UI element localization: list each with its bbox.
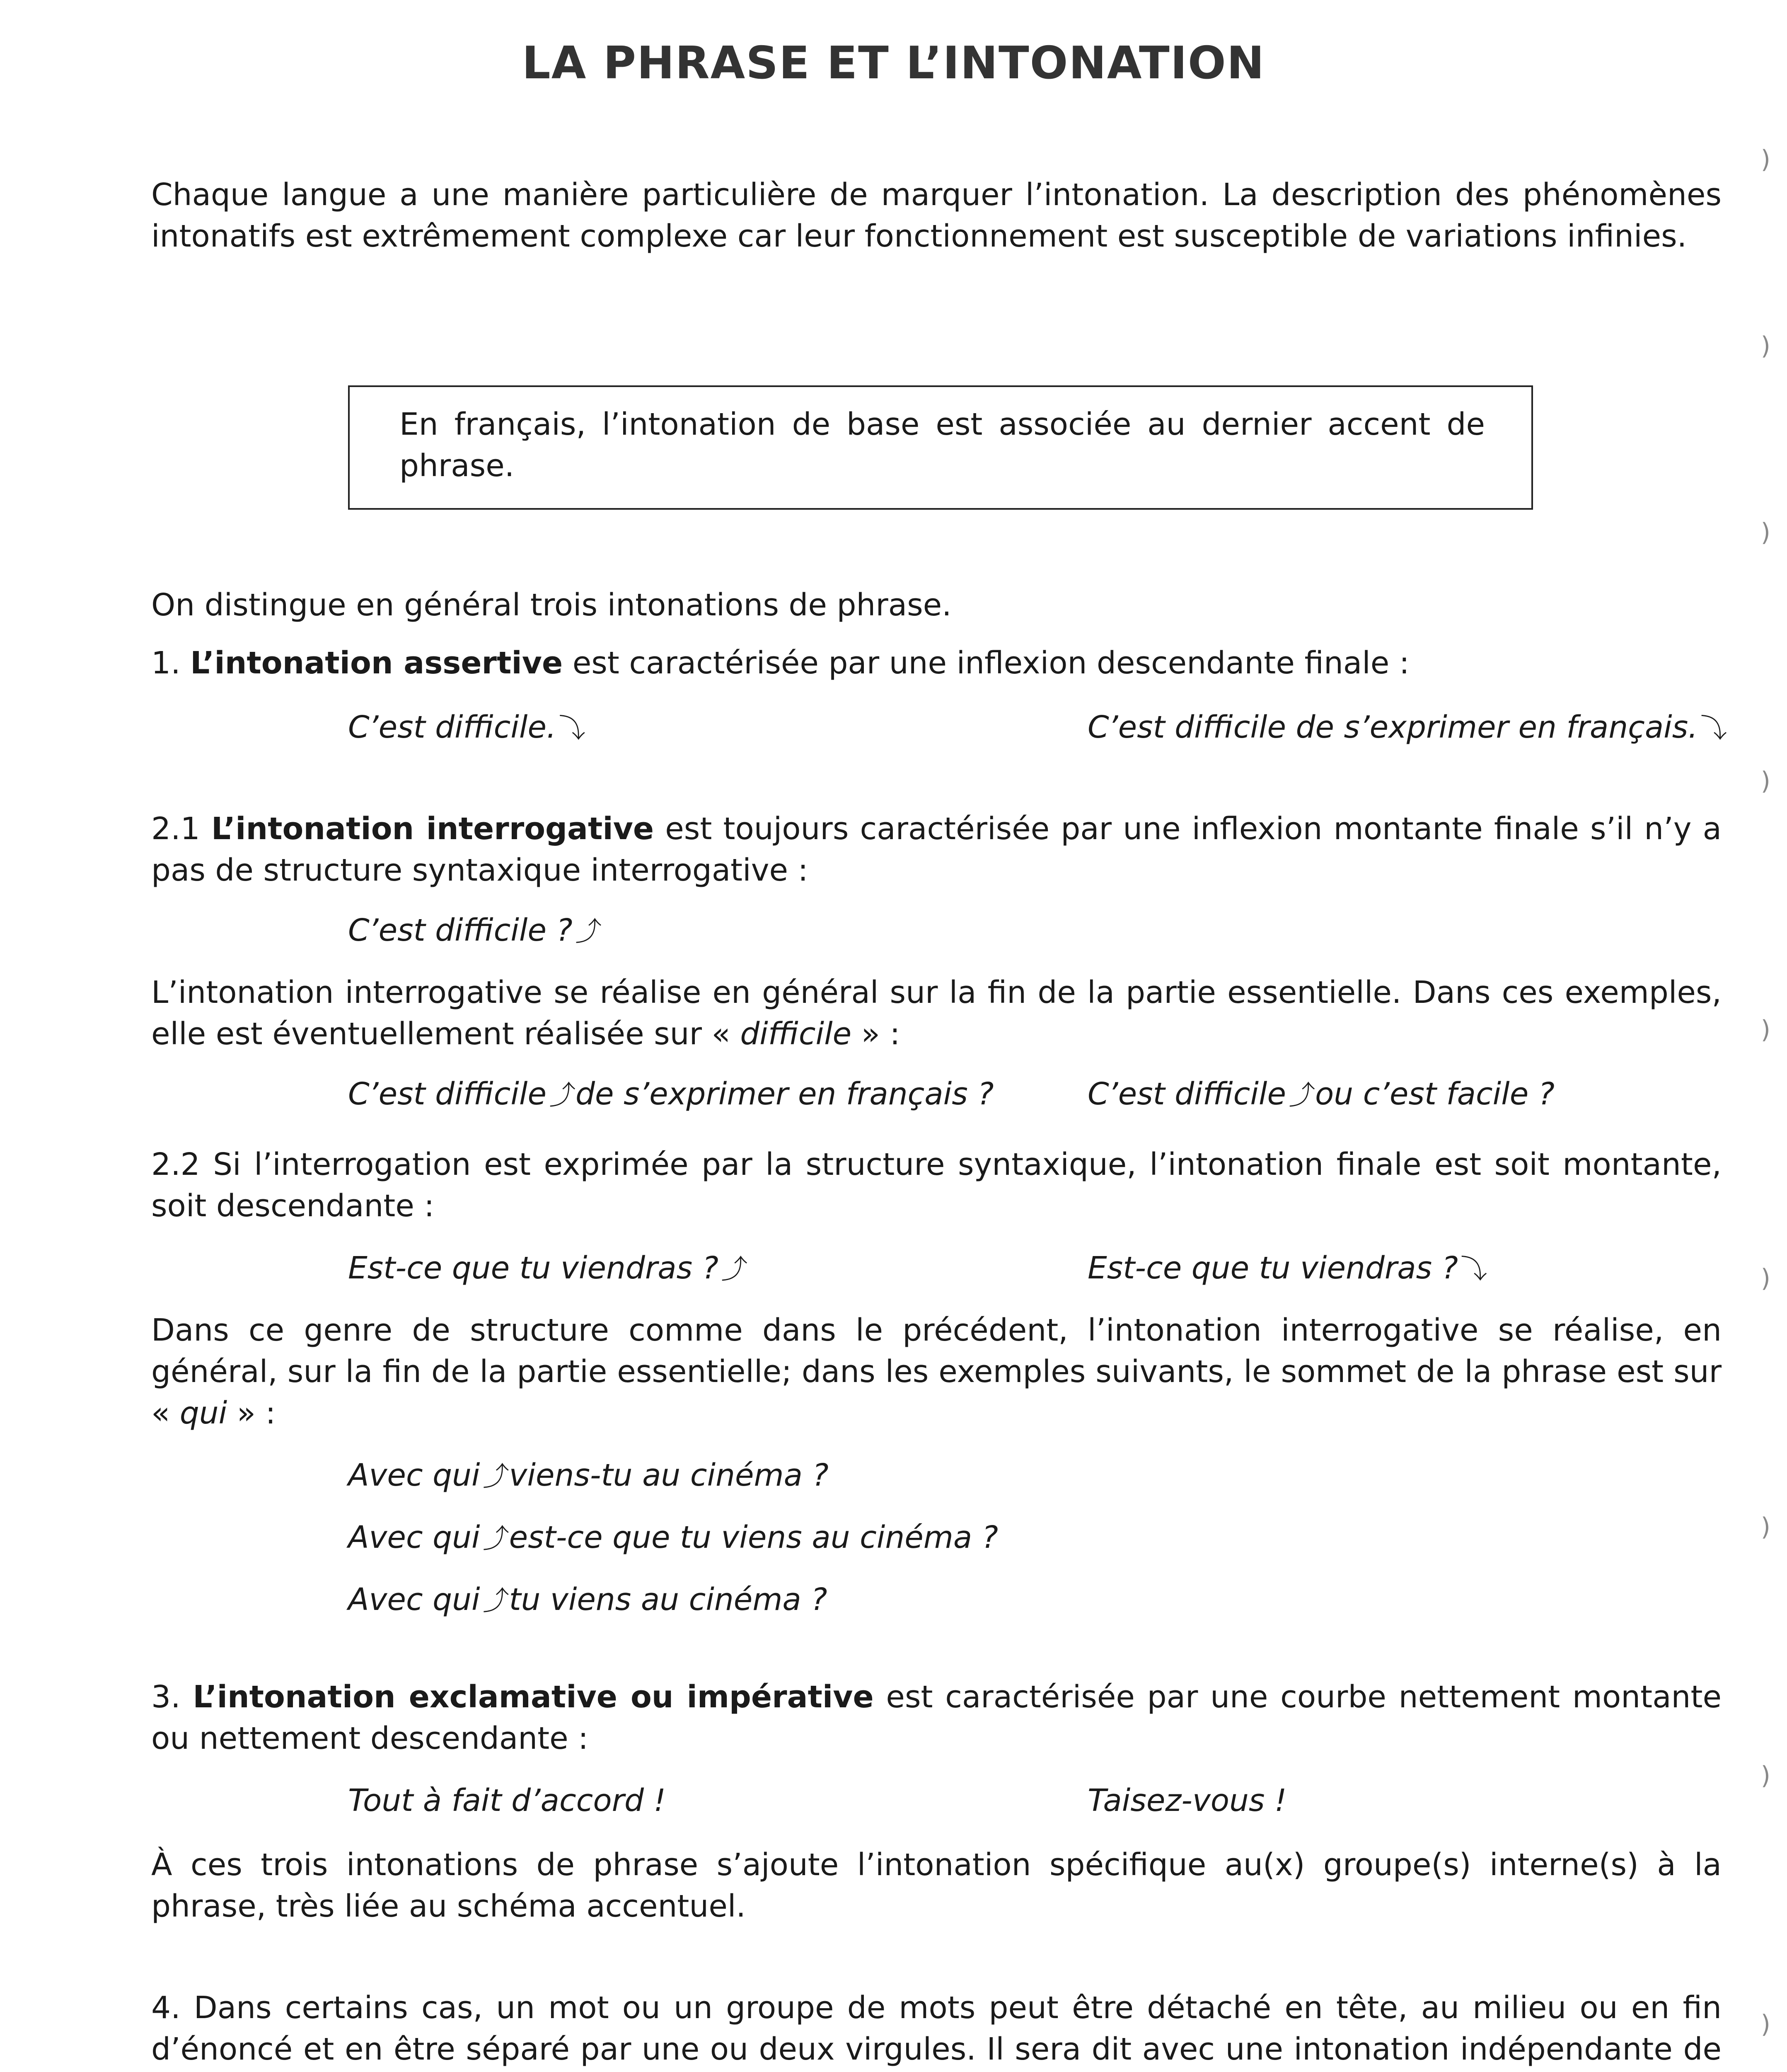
- example-text: C’est difficile.: [348, 709, 556, 745]
- margin-mark: ): [1760, 1761, 1770, 1790]
- section-3-paragraph: À ces trois intonations de phrase s’ajoute l’intonation spécifique au(x) groupe(s) interne(s) à la phrase, très liée au schéma accentuel.: [151, 1847, 1722, 1924]
- example-text-rest: viens-tu au cinéma ?: [509, 1457, 829, 1493]
- example-text: Est-ce que tu viendras ?: [1088, 1250, 1458, 1286]
- example-text: C’est difficile: [348, 1076, 547, 1112]
- margin-mark: ): [1760, 518, 1770, 547]
- section-2-2-explanation: [151, 1310, 1722, 1434]
- example-text-rest: ou c’est facile ?: [1315, 1076, 1555, 1112]
- definition-box-text: En français, l’intonation de base est associée au dernier accent de phrase.: [399, 407, 1485, 484]
- paragraph-text-end: » :: [227, 1395, 276, 1431]
- margin-mark: ): [1760, 1264, 1770, 1293]
- section-3-number: 3.: [151, 1679, 193, 1715]
- example-interrogative-2: [348, 1073, 994, 1116]
- rising-intonation-icon: ⤴: [721, 1254, 747, 1285]
- example-interrogative-3: [1088, 1073, 1555, 1116]
- section-1-number: 1.: [151, 645, 191, 681]
- example-text-rest: est-ce que tu viens au cinéma ?: [509, 1520, 999, 1555]
- example-text-rest: tu viens au cinéma ?: [509, 1582, 827, 1617]
- margin-mark: ): [1760, 767, 1770, 796]
- example-text: Avec qui: [348, 1520, 480, 1555]
- example-qui-2: [348, 1517, 998, 1560]
- example-text: Avec qui: [348, 1457, 480, 1493]
- example-text: C’est difficile: [1088, 1076, 1286, 1112]
- section-3-rest: est caractérisée par une courbe nettement montante ou nettement descendante :: [151, 1679, 1722, 1756]
- margin-mark: ): [1760, 332, 1770, 361]
- example-qui-1: [348, 1455, 829, 1498]
- margin-mark: ): [1760, 1513, 1770, 1542]
- rising-intonation-icon: ⤴: [482, 1462, 509, 1492]
- section-2-2-paragraph: 2.2 Si l’interrogation est exprimée par la structure syntaxique, l’intonation finale est soit montante, soit descendante :: [151, 1147, 1722, 1224]
- section-1-rest: est caractérisée par une inflexion descendante finale :: [563, 645, 1410, 681]
- intro-paragraph: Chaque langue a une manière particulière de marquer l’intonation. La description des phénomènes intonatifs est extrêmement complexe car leur fonctionnement est susceptible de variations infinies.: [151, 177, 1722, 254]
- page-title: LA PHRASE ET L’INTONATION: [522, 37, 1265, 89]
- definition-box: [348, 385, 1533, 510]
- paragraph-italic: qui: [179, 1395, 227, 1431]
- falling-intonation-icon: ⤵: [1461, 1254, 1487, 1285]
- example-text: Avec qui: [348, 1582, 480, 1617]
- example-text: Est-ce que tu viendras ?: [348, 1250, 718, 1286]
- rising-intonation-icon: ⤴: [575, 917, 602, 947]
- example-assertive-2: [1088, 707, 1727, 750]
- example-text: C’est difficile ?: [348, 913, 573, 948]
- rising-intonation-icon: ⤴: [482, 1586, 509, 1617]
- example-interrogative-1: [348, 910, 602, 953]
- paragraph-italic: difficile: [740, 1016, 852, 1052]
- distinguish-paragraph: On distingue en général trois intonations de phrase.: [151, 587, 952, 623]
- margin-mark: ): [1760, 145, 1770, 174]
- section-2-1-bold: L’intonation interrogative: [211, 811, 654, 847]
- paragraph-text: Dans ce genre de structure comme dans le précédent, l’intonation interrogative se réalise, en général, sur la fin de la partie essentielle; dans les exemples suivants, le sommet de la phrase est sur «: [151, 1312, 1722, 1431]
- section-2-1-number: 2.1: [151, 811, 211, 847]
- falling-intonation-icon: ⤵: [559, 714, 585, 744]
- section-4-paragraph: [151, 1987, 1722, 2072]
- margin-mark: ): [1760, 1015, 1770, 1044]
- example-imperative: Taisez-vous !: [1088, 1783, 1287, 1818]
- paragraph-text: L’intonation interrogative se réalise en général sur la fin de la partie essentielle. Dans ces exemples, elle est éventuellement réalisée sur «: [151, 975, 1722, 1052]
- example-syntactic-falling: [1088, 1247, 1487, 1290]
- example-text-rest: de s’exprimer en français ?: [576, 1076, 994, 1112]
- section-1-bold: L’intonation assertive: [190, 645, 563, 681]
- rising-intonation-icon: ⤴: [1289, 1080, 1315, 1111]
- section-3-heading: [151, 1676, 1722, 1759]
- margin-mark: ): [1760, 2010, 1770, 2039]
- example-text: C’est difficile de s’exprimer en français.: [1088, 709, 1698, 745]
- falling-intonation-icon: ⤵: [1700, 714, 1727, 744]
- section-2-1-heading: [151, 808, 1722, 891]
- rising-intonation-icon: ⤴: [482, 1524, 509, 1554]
- section-2-1-paragraph: [151, 972, 1722, 1055]
- section-3-bold: L’intonation exclamative ou impérative: [193, 1679, 874, 1715]
- section-2-1-rest: est toujours caractérisée par une inflexion montante finale s’il n’y a pas de structure syntaxique interrogative :: [151, 811, 1722, 888]
- example-exclamative: Tout à fait d’accord !: [348, 1783, 666, 1818]
- example-assertive-1: [348, 707, 585, 750]
- paragraph-text: 4. Dans certains cas, un mot ou un groupe de mots peut être détaché en tête, au milieu ou en fin d’énoncé et en être séparé par une ou deux virgules. Il sera dit avec une intonation indépendante de: [151, 1990, 1722, 2067]
- paragraph-text-end: » :: [851, 1016, 900, 1052]
- rising-intonation-icon: ⤴: [549, 1080, 576, 1111]
- example-syntactic-rising: [348, 1247, 747, 1290]
- example-qui-3: [348, 1579, 827, 1622]
- section-1-heading: [151, 642, 1722, 684]
